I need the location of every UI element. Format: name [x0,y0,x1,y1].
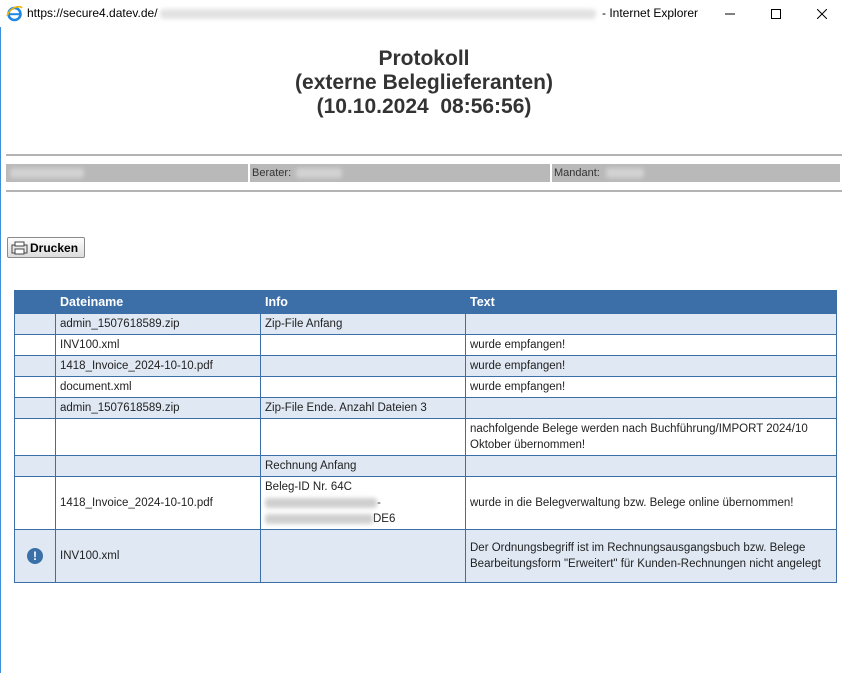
cell-file: 1418_Invoice_2024-10-10.pdf [56,356,261,377]
minimize-button[interactable] [707,0,753,27]
cell-info [261,530,466,583]
column-header-dateiname: Dateiname [56,291,261,314]
cell-icon [15,377,56,398]
cell-text [466,314,837,335]
table-row [15,456,837,477]
cell-file: admin_1507618589.zip [56,314,261,335]
cell-info: Rechnung Anfang [261,456,466,477]
cell-file: admin_1507618589.zip [56,398,261,419]
beleg-id-prefix: Beleg-ID Nr. 64C [265,481,352,493]
table-row [15,419,837,456]
maximize-icon [771,9,781,19]
protocol-table [14,290,837,583]
table-row [15,530,837,583]
cell-text: wurde empfangen! [466,377,837,398]
cell-info [261,335,466,356]
berater-label: Berater: [252,167,292,179]
title-line-1: Protokoll [378,47,470,70]
minimize-icon [725,9,735,19]
cell-file: INV100.xml [56,335,261,356]
warning-icon: ! [27,548,43,564]
info-cell-name [6,164,248,182]
cell-icon [15,419,56,456]
info-cell-berater [250,164,550,182]
cell-icon [15,335,56,356]
table-row [15,398,837,419]
print-button[interactable] [7,237,85,258]
cell-info [261,419,466,456]
table-row [15,477,837,530]
name-redacted [10,168,84,178]
table-header-row [15,291,837,314]
column-header-info: Info [261,291,466,314]
info-cell-mandant [552,164,840,182]
page-title [1,47,846,119]
cell-icon [15,314,56,335]
cell-text [466,398,837,419]
window-titlebar [0,0,846,27]
cell-icon [15,456,56,477]
cell-icon [15,398,56,419]
table-row [15,314,837,335]
column-header-text: Text [466,291,837,314]
mandant-label: Mandant: [554,167,600,179]
cell-file: INV100.xml [56,530,261,583]
cell-icon [15,356,56,377]
table-row [15,377,837,398]
window-app-title: - Internet Explorer [602,6,699,20]
cell-info [261,377,466,398]
cell-info: Zip-File Ende. Anzahl Dateien 3 [261,398,466,419]
title-line-2: (externe Beleglieferanten) [295,71,553,94]
close-button[interactable] [799,0,845,27]
print-button-label: Drucken [30,240,79,255]
berater-redacted [296,168,342,178]
printer-icon [11,241,28,255]
cell-file: document.xml [56,377,261,398]
mandant-redacted [606,168,644,178]
beleg-id-redacted [265,498,377,508]
cell-text: nachfolgende Belege werden nach Buchführung/IMPORT 2024/10 Oktober übernommen! [466,419,837,456]
cell-file [56,456,261,477]
info-bar [6,164,842,182]
beleg-id-redacted-2 [265,514,373,524]
window-url: https://secure4.datev.de/ [27,6,158,20]
title-line-3: (10.10.2024 08:56:56) [316,95,532,118]
cell-info [261,356,466,377]
close-icon [817,9,827,19]
cell-file [56,419,261,456]
beleg-id-dash: - [377,497,381,509]
cell-text: wurde in die Belegverwaltung bzw. Belege online übernommen! [466,477,837,530]
cell-icon [15,530,56,583]
internet-explorer-icon [6,5,23,22]
beleg-id-suffix: DE6 [373,513,396,525]
divider-bottom [6,190,842,192]
cell-icon [15,477,56,530]
url-redacted [160,9,596,19]
cell-text [466,456,837,477]
cell-file: 1418_Invoice_2024-10-10.pdf [56,477,261,530]
cell-text: wurde empfangen! [466,335,837,356]
page-content [0,27,846,673]
column-header-icon [15,291,56,314]
table-row [15,356,837,377]
cell-text: wurde empfangen! [466,356,837,377]
maximize-button[interactable] [753,0,799,27]
table-row [15,335,837,356]
cell-info-beleg [261,477,466,530]
cell-info: Zip-File Anfang [261,314,466,335]
divider-top [6,154,842,156]
cell-text: Der Ordnungsbegriff ist im Rechnungsausgangsbuch bzw. Belege Bearbeitungsform "Erweitert" für Kunden-Rechnungen nicht angelegt [466,530,837,583]
